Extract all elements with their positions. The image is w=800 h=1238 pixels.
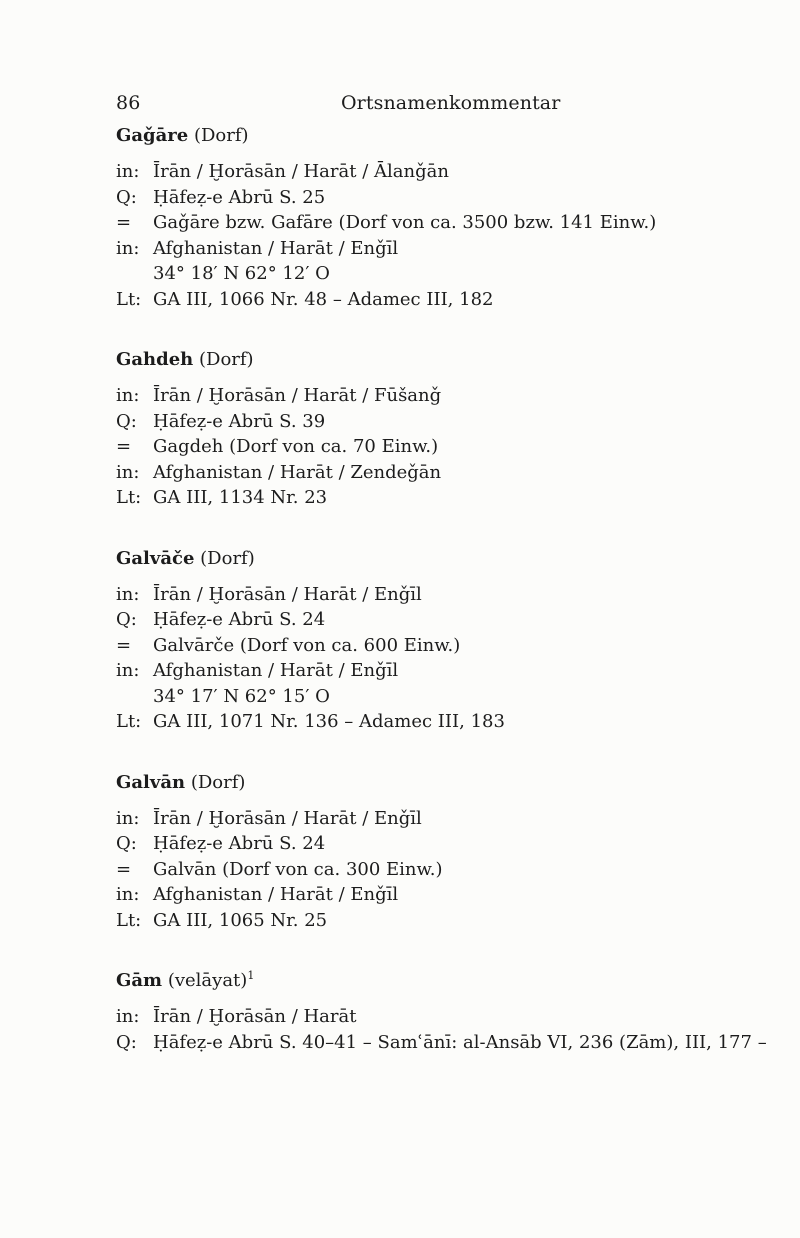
line-text: Īrān / Ḫorāsān / Harāt / Ālanǧān (153, 161, 449, 182)
line-text: Ḥāfeẓ-e Abrū S. 25 (153, 186, 326, 208)
line-text: Ḥāfeẓ-e Abrū S. 39 (153, 410, 326, 432)
line-text: Īrān / Ḫorāsān / Harāt / Fūšanǧ (153, 385, 442, 406)
line-label: in: (116, 385, 140, 406)
qualifier: (Dorf) (190, 771, 246, 793)
entry (116, 349, 726, 511)
entry-line (116, 607, 726, 633)
entry-line (116, 236, 726, 262)
line-label: Q: (116, 833, 137, 854)
entry-line (116, 460, 726, 486)
line-label: Q: (116, 609, 137, 630)
footnote-marker: 1 (247, 969, 255, 982)
entry-line (116, 633, 726, 659)
qualifier: (Dorf) (198, 349, 254, 370)
entry-list (116, 125, 767, 1092)
entry (116, 969, 767, 1055)
entry-title (116, 548, 726, 569)
headword: Galvāče (116, 547, 195, 569)
entry-title (116, 970, 726, 991)
entry-line (116, 857, 726, 883)
line-text: Ḥāfeẓ-e Abrū S. 24 (153, 833, 326, 854)
headword: Gahdeh (116, 349, 194, 370)
entry-line (116, 582, 726, 608)
entry-line (116, 709, 726, 735)
page-number: 86 (116, 92, 141, 114)
entry-line (116, 485, 726, 511)
entry-line (116, 287, 726, 313)
line-label: = (116, 634, 132, 656)
running-title: Ortsnamenkommentar (341, 92, 561, 114)
entry (116, 548, 726, 735)
line-label: Lt: (116, 487, 142, 508)
line-text: GA III, 1065 Nr. 25 (153, 909, 328, 931)
entry-line (116, 261, 726, 287)
qualifier: (velāyat) (167, 970, 248, 991)
line-label: Lt: (116, 711, 142, 732)
line-label: Q: (116, 1031, 137, 1053)
qualifier: (Dorf) (193, 125, 249, 146)
line-text: GA III, 1066 Nr. 48 – Adamec III, 182 (153, 288, 494, 310)
line-text: Afghanistan / Harāt / Enǧīl (153, 660, 399, 681)
entry-line (116, 185, 726, 211)
line-label: in: (116, 660, 140, 681)
line-label: in: (116, 1006, 140, 1027)
line-label: Lt: (116, 909, 142, 931)
headword: Gām (116, 970, 163, 991)
entry-line (116, 831, 726, 857)
entry-line (116, 908, 726, 934)
entry-line (116, 210, 726, 236)
line-label: Q: (116, 410, 137, 432)
line-text: Galvān (Dorf von ca. 300 Einw.) (153, 858, 443, 880)
entry-line (116, 1004, 726, 1030)
line-label: = (116, 436, 132, 457)
entry-line (116, 434, 726, 460)
entry-line (116, 159, 726, 185)
headword: Gaǧāre (116, 125, 189, 146)
line-label: = (116, 212, 132, 233)
line-label: in: (116, 583, 140, 605)
line-label: Lt: (116, 288, 142, 310)
line-text: Īrān / Ḫorāsān / Harāt / Enǧīl (153, 807, 422, 829)
entry-line (116, 658, 726, 684)
line-text: 34° 17′ N 62° 15′ O (153, 685, 330, 707)
line-text: GA III, 1071 Nr. 136 – Adamec III, 183 (153, 711, 505, 732)
entry (116, 125, 726, 312)
line-text: Gagdeh (Dorf von ca. 70 Einw.) (153, 436, 439, 457)
line-label: in: (116, 237, 140, 259)
line-text: Afghanistan / Harāt / Enǧīl (153, 884, 399, 905)
line-text: Galvārče (Dorf von ca. 600 Einw.) (153, 634, 461, 656)
line-label: Q: (116, 186, 137, 208)
qualifier: (Dorf) (200, 547, 255, 569)
line-label: in: (116, 807, 140, 829)
line-text: Īrān / Ḫorāsān / Harāt / Enǧīl (153, 583, 422, 605)
entry (116, 772, 726, 934)
entry-line (116, 409, 726, 435)
entry-line (116, 882, 726, 908)
entry-line (116, 806, 726, 832)
line-label: in: (116, 461, 140, 483)
line-text: GA III, 1134 Nr. 23 (153, 487, 328, 508)
line-label: in: (116, 161, 140, 182)
entry-title (116, 125, 726, 146)
line-text: Īrān / Ḫorāsān / Harāt (153, 1006, 357, 1027)
line-label: = (116, 858, 132, 880)
entry-line (116, 684, 726, 710)
line-text: 34° 18′ N 62° 12′ O (153, 263, 330, 284)
line-text: Ḥāfeẓ-e Abrū S. 40–41 – Samʿānī: al-Ansāb VI, 236 (Zām), III, 177 – (153, 1031, 767, 1053)
entry-title (116, 772, 726, 793)
line-label: in: (116, 884, 140, 905)
entry-line (116, 1030, 767, 1056)
headword: Galvān (116, 771, 186, 793)
line-text: Afghanistan / Harāt / Enǧīl (153, 237, 399, 259)
entry-title (116, 349, 726, 370)
line-text: Afghanistan / Harāt / Zendeǧān (153, 461, 442, 483)
line-text: Gaǧāre bzw. Gafāre (Dorf von ca. 3500 bzw. 141 Einw.) (153, 212, 657, 233)
line-text: Ḥāfeẓ-e Abrū S. 24 (153, 609, 326, 630)
entry-line (116, 383, 726, 409)
